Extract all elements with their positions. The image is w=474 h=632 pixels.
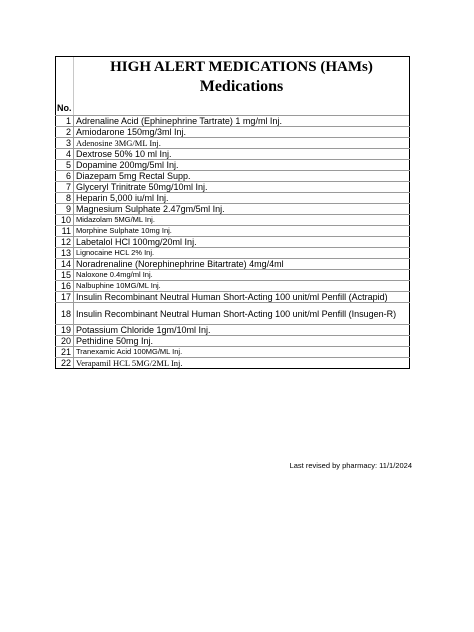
table-row (56, 281, 410, 292)
medications-sheet (55, 56, 410, 369)
table-row (56, 116, 410, 127)
subtitle-row (55, 77, 410, 115)
medication-name: Lignocaine HCL 2% Inj. (74, 248, 410, 259)
medication-name: Insulin Recombinant Neutral Human Short-Acting 100 unit/ml Penfill (Actrapid) (74, 292, 410, 303)
medication-name: Heparin 5,000 iu/ml Inj. (74, 193, 410, 204)
table-row (56, 358, 410, 369)
row-number: 6 (56, 171, 74, 182)
table-row (56, 149, 410, 160)
medication-name: Verapamil HCL 5MG/2ML Inj. (74, 358, 410, 369)
row-number: 4 (56, 149, 74, 160)
row-number: 13 (56, 248, 74, 259)
medication-name: Midazolam 5MG/ML Inj. (74, 215, 410, 226)
medication-name: Dopamine 200mg/5ml Inj. (74, 160, 410, 171)
medication-name: Glyceryl Trinitrate 50mg/10ml Inj. (74, 182, 410, 193)
row-number: 7 (56, 182, 74, 193)
medication-name: Diazepam 5mg Rectal Supp. (74, 171, 410, 182)
title-row (55, 56, 410, 77)
table-row (56, 336, 410, 347)
medication-name: Adrenaline Acid (Ephinephrine Tartrate) 1 mg/ml Inj. (74, 116, 410, 127)
medications-header: Medications (199, 78, 284, 95)
row-number: 3 (56, 138, 74, 149)
table-row (56, 270, 410, 281)
medication-name: Tranexamic Acid 100MG/ML Inj. (74, 347, 410, 358)
medication-name: Naloxone 0.4mg/ml Inj. (74, 270, 410, 281)
table-row (56, 237, 410, 248)
medication-name: Labetalol HCl 100mg/20ml Inj. (74, 237, 410, 248)
medication-name: Noradrenaline (Norephinephrine Bitartrate) 4mg/4ml (74, 259, 410, 270)
table-row (56, 292, 410, 303)
row-number: 2 (56, 127, 74, 138)
table-row (56, 204, 410, 215)
table-row (56, 325, 410, 336)
table-row (56, 127, 410, 138)
row-number: 9 (56, 204, 74, 215)
medication-name: Adenosine 3MG/ML Inj. (74, 138, 410, 149)
medication-name: Amiodarone 150mg/3ml Inj. (74, 127, 410, 138)
row-number: 14 (56, 259, 74, 270)
table-row (56, 303, 410, 325)
table-row (56, 226, 410, 237)
table-row (56, 182, 410, 193)
table-row (56, 259, 410, 270)
medication-name: Potassium Chloride 1gm/10ml Inj. (74, 325, 410, 336)
medications-table-body (56, 116, 410, 369)
medication-name: Pethidine 50mg Inj. (74, 336, 410, 347)
table-row (56, 160, 410, 171)
row-number: 8 (56, 193, 74, 204)
medication-name: Morphine Sulphate 10mg Inj. (74, 226, 410, 237)
title-number-cell (56, 57, 74, 77)
row-number: 16 (56, 281, 74, 292)
table-row (56, 193, 410, 204)
row-number: 5 (56, 160, 74, 171)
last-revised-note: Last revised by pharmacy: 11/1/2024 (289, 461, 412, 470)
medication-name: Insulin Recombinant Neutral Human Short-Acting 100 unit/ml Penfill (Insugen-R) (74, 303, 410, 325)
row-number: 17 (56, 292, 74, 303)
row-number: 22 (56, 358, 74, 369)
table-row (56, 138, 410, 149)
table-row (56, 347, 410, 358)
medication-name: Dextrose 50% 10 ml Inj. (74, 149, 410, 160)
row-number: 19 (56, 325, 74, 336)
number-column-header: No. (57, 103, 72, 113)
row-number: 21 (56, 347, 74, 358)
medications-table (55, 115, 410, 369)
row-number: 20 (56, 336, 74, 347)
row-number: 15 (56, 270, 74, 281)
table-row (56, 248, 410, 259)
table-row (56, 171, 410, 182)
medication-name: Nalbuphine 10MG/ML Inj. (74, 281, 410, 292)
row-number: 1 (56, 116, 74, 127)
medication-name: Magnesium Sulphate 2.47gm/5ml Inj. (74, 204, 410, 215)
row-number: 12 (56, 237, 74, 248)
row-number: 11 (56, 226, 74, 237)
row-number: 10 (56, 215, 74, 226)
page-title: HIGH ALERT MEDICATIONS (HAMs) (110, 58, 373, 75)
table-row (56, 215, 410, 226)
row-number: 18 (56, 303, 74, 325)
